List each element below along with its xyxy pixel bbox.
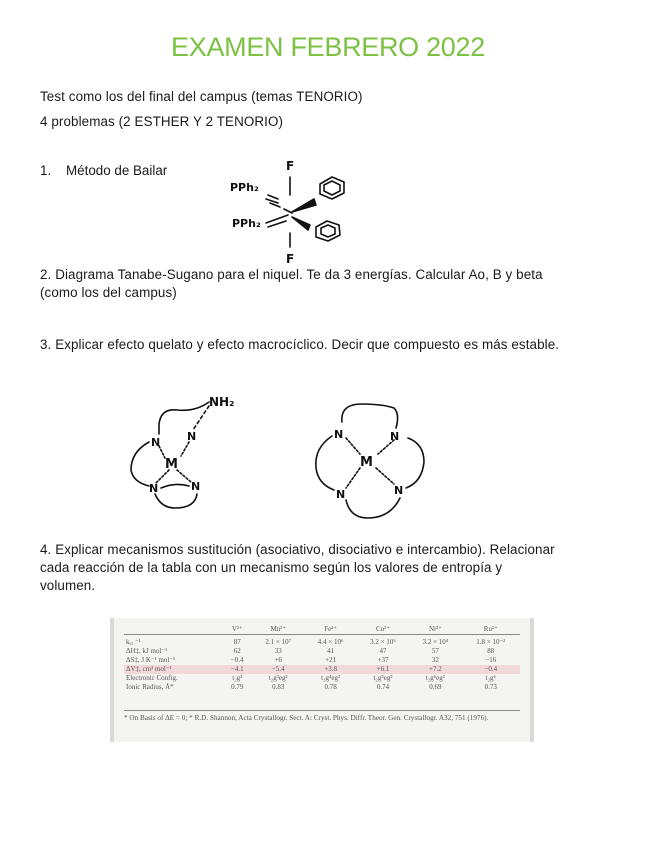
left-label-metal: M [165,457,178,472]
question-3-right-structure [310,398,440,523]
table-cell: t₂g³ [232,674,243,682]
table-cell: +21 [325,656,337,664]
left-label-n3: N [149,482,159,495]
page-title: EXAMEN FEBRERO 2022 [171,32,485,62]
table-header-cell: Fe²⁺ [304,624,356,635]
right-label-n1: N [334,428,344,441]
question-3-text: 3. Explicar efecto quelato y efecto macrocíclico. Decir que compuesto es más estable. [40,337,560,352]
question-1-number: 1. [40,163,52,178]
table-cell: 0.73 [484,683,497,691]
table-cell: 62 [233,647,241,655]
right-label-metal: M [360,455,373,470]
table-cell: +7.2 [409,665,461,674]
table-cell: −4.1 [223,665,253,674]
table-cell: kₑₓ ⁻¹ [126,638,141,646]
right-label-n3: N [336,488,346,501]
table-cell: 33 [274,647,282,655]
table-cell: 57 [431,647,439,655]
table-footnote: * On Basis of ΔE = 0; * R.D. Shannon, Acta Crystallogr. Sect. A: Cryst. Phys. Diffr. Theor. Gen. Crystallogr. A32, 751 (1976). [124,710,520,724]
right-label-n4: N [394,484,404,497]
right-label-n2: N [390,430,400,443]
question-4-text: 4. Explicar mecanismos sustitución (asociativo, disociativo e intercambio). Relacionar cada reacción de la tabla con un mecanismo según los valores de entropía y volumen. [40,542,555,593]
question-1-text: Método de Bailar [66,163,168,178]
table-cell: ΔV‡, cm³ mol⁻¹ [124,665,223,674]
table-header-cell: V²⁺ [223,624,253,635]
table-cell: 0.74 [376,683,390,691]
table-header-row [124,624,520,635]
table-row [124,647,520,656]
table-cell: 3.2 × 10⁴ [422,638,449,646]
sketch-label-pph2-top: PPh₂ [230,181,259,194]
table-cell: 1.8 × 10⁻² [476,638,506,646]
table-cell: −0.4 [462,665,520,674]
table-cell: ΔS‡, J K⁻¹ mol⁻¹ [126,656,176,664]
left-label-n1: N [151,436,161,449]
table-cell: 32 [431,656,439,664]
intro-line-2: 4 problemas (2 ESTHER Y 2 TENORIO) [40,114,284,129]
table-cell: +37 [377,656,389,664]
table-cell: 0.69 [429,683,442,691]
table-cell: 88 [487,647,495,655]
table-row [124,683,520,692]
table-row [124,656,520,665]
table-cell: −16 [485,656,497,664]
table-header-cell: Ni²⁺ [409,624,461,635]
table-cell: t₂g⁵eg² [373,674,393,682]
table-cell: +6 [274,656,282,664]
table-header-cell: Ru²⁺ [462,624,520,635]
table-cell: 3.2 × 10⁶ [370,638,396,646]
table-cell: t₂g⁴eg² [321,674,341,682]
table-cell: −0.4 [230,656,244,664]
left-label-n4: N [191,480,201,493]
table-cell: t₂g³eg² [268,674,288,682]
sketch-label-pph2-bottom: PPh₂ [232,217,261,230]
intro-line-1: Test como los del final del campus (temas TENORIO) [40,89,363,104]
table-cell: Ionic Radius, Å* [126,683,174,691]
table-cell: 4.4 × 10⁶ [317,638,344,646]
table-header-cell [124,624,223,635]
table-cell: +6.1 [357,665,409,674]
table-cell: 2.1 × 10⁷ [265,638,292,646]
table-cell: ΔH‡, kJ mol⁻¹ [126,647,168,655]
sketch-label-f-bottom: F [286,252,295,266]
question-2-text: 2. Diagrama Tanabe-Sugano para el niquel. Te da 3 energías. Calcular Ao, B y beta (como los del campus) [40,267,543,300]
question-3-left-structure [125,390,255,515]
table-cell: Electronic Config. [126,674,178,682]
table-cell: 0.79 [231,683,244,691]
table-cell: 87 [233,638,241,646]
table-cell: 0.83 [272,683,285,691]
table-header-cell: Co²⁺ [357,624,409,635]
left-label-n2: N [187,430,197,443]
table-cell: t₂g⁶ [485,674,496,682]
table-header-cell: Mn²⁺ [252,624,304,635]
table-cell: 47 [379,647,387,655]
table-row-highlighted [124,665,520,674]
table-row [124,674,520,683]
table-cell: +3.8 [304,665,356,674]
question-1-structure-sketch [228,155,358,265]
table-cell: −5.4 [252,665,304,674]
left-label-nh2: NH₂ [209,395,235,409]
table-cell: 0.78 [324,683,337,691]
table-row [124,635,520,648]
table-cell: 41 [327,647,335,655]
sketch-label-f-top: F [286,159,295,173]
table-cell: t₂g⁶eg² [425,674,445,682]
exchange-data-table [124,624,520,692]
exchange-data-table-image [110,618,534,742]
